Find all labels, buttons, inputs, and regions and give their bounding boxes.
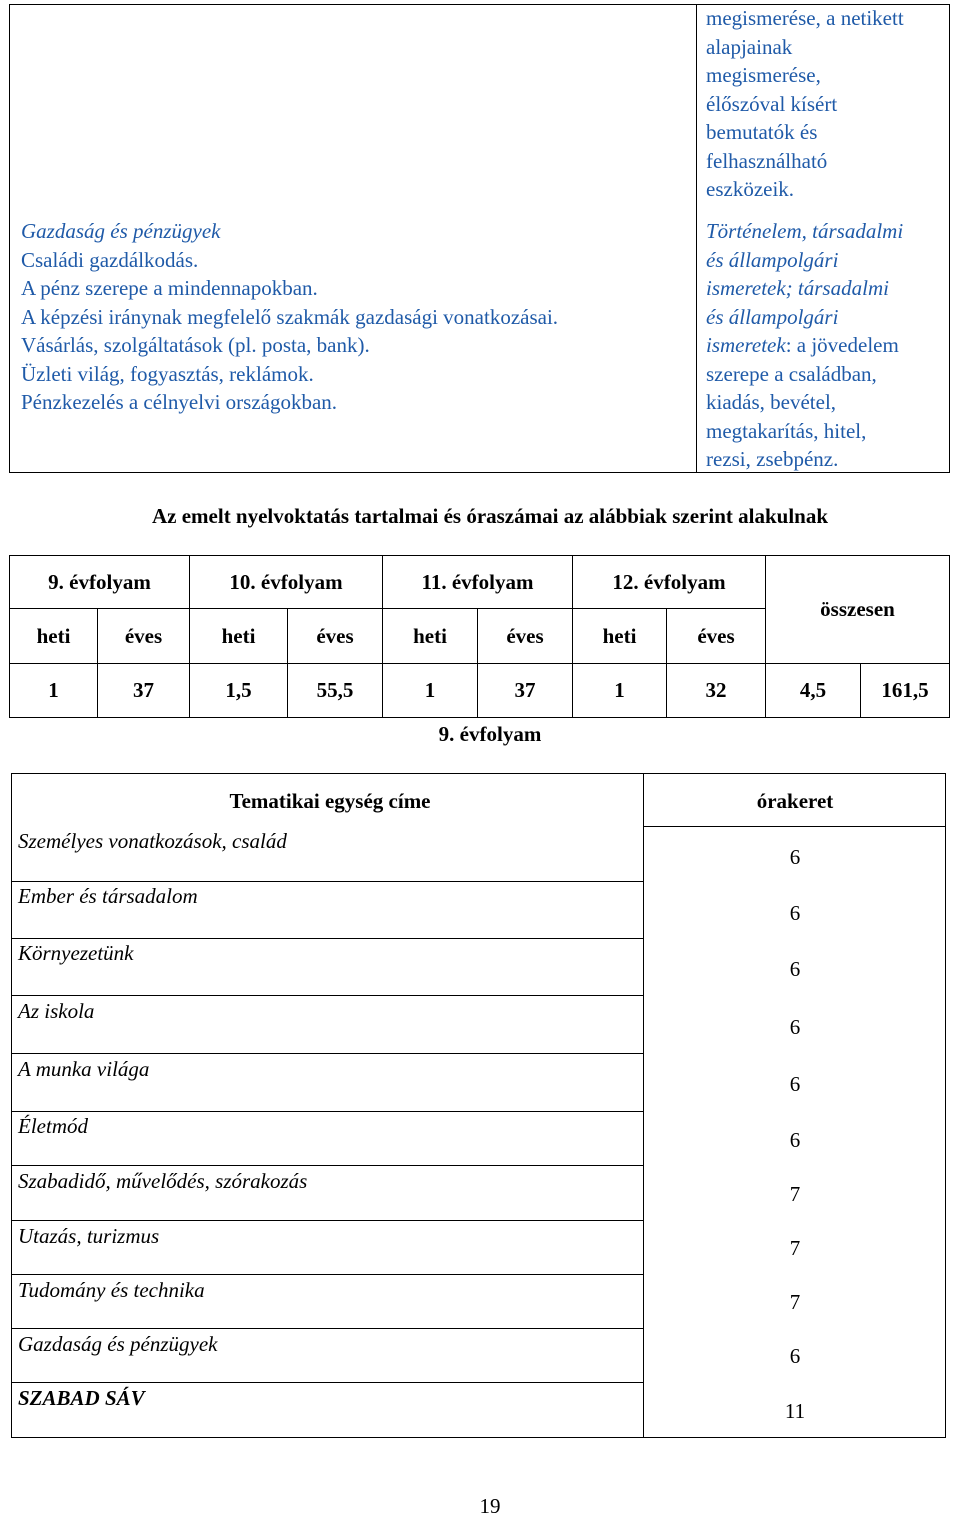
sub-header: éves: [667, 609, 766, 664]
right-cell-line: szerepe a családban,: [706, 361, 877, 386]
hours-cell: 7: [789, 1182, 801, 1206]
row-divider: [12, 1220, 643, 1221]
hours-cell: 6: [789, 845, 801, 869]
right-cell-italic-line: és állampolgári: [706, 247, 839, 272]
row-divider: [12, 995, 643, 996]
topic-cell: Az iskola: [18, 999, 95, 1023]
topic-cell: Utazás, turizmus: [18, 1224, 160, 1248]
right-cell-italic-line: Történelem, társadalmi: [706, 219, 904, 243]
right-cell-italic-word: ismeretek: [706, 333, 786, 357]
hours-cell: 6: [789, 1344, 801, 1368]
right-cell-mixed-line: [706, 331, 946, 360]
hours-cell: 11: [784, 1399, 806, 1423]
hours-header: órakeret: [756, 789, 834, 813]
left-cell-line: Üzleti világ, fogyasztás, reklámok.: [21, 361, 314, 386]
hours-cell: 6: [789, 901, 801, 925]
left-cell-line: A pénz szerepe a mindennapokban.: [21, 276, 318, 300]
sub-header: éves: [478, 609, 573, 664]
hours-value: 32: [667, 664, 766, 718]
year-header: 9. évfolyam: [10, 556, 190, 609]
hours-value: 161,5: [861, 664, 950, 718]
year-header: 12. évfolyam: [573, 556, 766, 609]
row-divider: [12, 1111, 643, 1112]
hours-table: [9, 555, 950, 718]
sub-header: heti: [573, 609, 667, 664]
year-header: 11. évfolyam: [383, 556, 573, 609]
right-cell-line: eszközeik.: [706, 177, 795, 201]
hours-value: 1: [10, 664, 98, 718]
row-divider: [12, 1053, 643, 1054]
sub-header: heti: [383, 609, 478, 664]
left-cell-line: Vásárlás, szolgáltatások (pl. posta, bank).: [21, 333, 370, 357]
hours-heading: Az emelt nyelvoktatás tartalmai és óraszámai az alábbiak szerint alakulnak: [151, 504, 829, 528]
right-cell-line: élőszóval kísért: [706, 91, 838, 116]
right-cell-line: kiadás, bevétel,: [706, 390, 837, 414]
topic-cell: Személyes vonatkozások, család: [18, 829, 287, 853]
row-divider: [12, 1274, 643, 1275]
topic-cell: Szabadidő, művelődés, szórakozás: [18, 1169, 308, 1193]
left-cell-line: A képzési iránynak megfelelő szakmák gazdasági vonatkozásai.: [21, 304, 559, 329]
right-cell-line: bemutatók és: [706, 120, 818, 144]
right-cell-line: megismerése, a netikett: [706, 6, 904, 30]
right-cell-line: megtakarítás, hitel,: [706, 418, 867, 443]
hours-cell: 7: [789, 1290, 801, 1314]
row-divider: [12, 938, 643, 939]
hours-cell: 7: [789, 1236, 801, 1260]
hours-value: 37: [478, 664, 573, 718]
total-header: összesen: [766, 556, 950, 664]
row-divider: [12, 1328, 643, 1329]
left-cell-content: [21, 217, 691, 417]
hours-value: 4,5: [766, 664, 861, 718]
hours-value: 1: [573, 664, 667, 718]
grade9-col-divider: [643, 774, 644, 1437]
topic-header: Tematikai egység címe: [229, 789, 431, 813]
hours-value: 1: [383, 664, 478, 718]
topic-cell: Tudomány és technika: [18, 1278, 205, 1302]
topic-cell: Gazdaság és pénzügyek: [18, 1332, 218, 1356]
hours-value: 55,5: [288, 664, 383, 718]
year-header: 10. évfolyam: [190, 556, 383, 609]
right-cell-lower: [706, 217, 946, 474]
sub-header: éves: [288, 609, 383, 664]
row-divider: [12, 881, 643, 882]
left-cell-heading: Gazdaság és pénzügyek: [21, 219, 221, 243]
sub-header: heti: [190, 609, 288, 664]
right-cell-line: rezsi, zsebpénz.: [706, 447, 839, 471]
sub-header: heti: [10, 609, 98, 664]
topic-cell: SZABAD SÁV: [18, 1386, 145, 1410]
hours-cell: 6: [789, 1128, 801, 1152]
right-cell-italic-line: és állampolgári: [706, 304, 839, 329]
right-cell-line: megismerése,: [706, 63, 821, 87]
right-cell-upper: [706, 4, 946, 204]
grade9-heading: 9. évfolyam: [438, 722, 542, 746]
left-cell-line: Családi gazdálkodás.: [21, 247, 199, 272]
right-cell-italic-line: ismeretek; társadalmi: [706, 276, 889, 300]
hours-value: 37: [98, 664, 190, 718]
right-cell-line: alapjainak: [706, 34, 793, 59]
page-number: 19: [479, 1494, 501, 1518]
row-divider: [12, 1165, 643, 1166]
right-cell-plain-part: : a jövedelem: [785, 333, 899, 357]
hours-cell: 6: [789, 1015, 801, 1039]
hours-value: 1,5: [190, 664, 288, 718]
header-underline: [644, 826, 946, 827]
topic-cell: Környezetünk: [18, 941, 134, 965]
left-cell-line: Pénzkezelés a célnyelvi országokban.: [21, 390, 338, 414]
row-divider: [12, 1382, 643, 1383]
topic-cell: Életmód: [18, 1114, 88, 1138]
grade9-table: [11, 773, 946, 1438]
sub-header: éves: [98, 609, 190, 664]
right-cell-line: felhasználható: [706, 148, 828, 173]
topic-cell: A munka világa: [18, 1057, 150, 1081]
topic-cell: Ember és társadalom: [18, 884, 198, 908]
hours-cell: 6: [789, 957, 801, 981]
hours-cell: 6: [789, 1072, 801, 1096]
top-table-divider: [696, 4, 697, 473]
